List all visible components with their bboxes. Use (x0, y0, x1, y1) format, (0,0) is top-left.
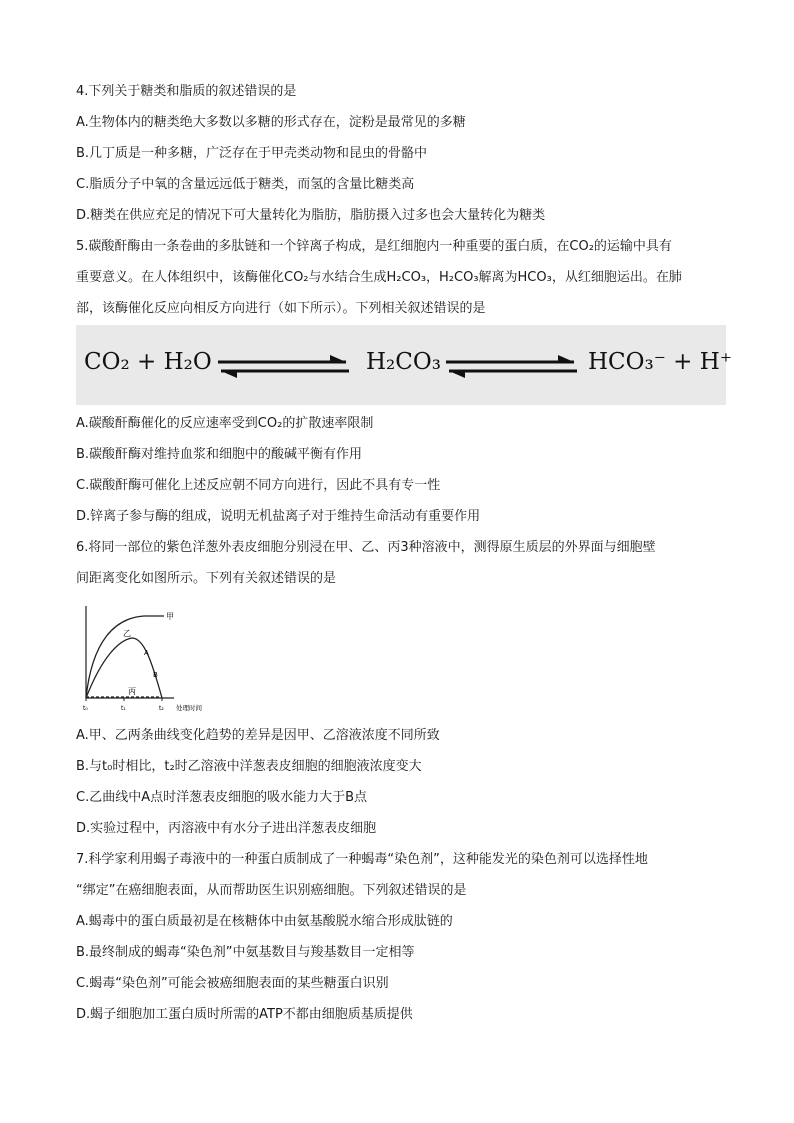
reversible-arrow-icon (444, 353, 579, 379)
tick-label-t2: t₂ (159, 705, 164, 712)
reversible-arrow-icon (216, 353, 351, 379)
q4-option-a: A.生物体内的糖类绝大多数以多糖的形式存在，淀粉是最常见的多糖 (76, 115, 466, 130)
q6-stem-line2: 间距离变化如图所示。下列有关叙述错误的是 (76, 571, 337, 586)
label-jia: 甲 (166, 612, 174, 621)
q4-option-b: B.几丁质是一种多糖，广泛存在于甲壳类动物和昆虫的骨骼中 (76, 146, 428, 161)
distance-chart (74, 602, 234, 722)
tick-label-t1: t₁ (121, 705, 126, 712)
equation-reactants: CO₂ + H₂O (84, 349, 212, 375)
q5-stem-line2: 重要意义。在人体组织中，该酶催化CO₂与水结合生成H₂CO₃，H₂CO₃解离为HCO₃，从红细胞运出。在肺 (76, 270, 682, 285)
q7-option-a: A.蝎毒中的蛋白质最初是在核糖体中由氨基酸脱水缩合形成肽链的 (76, 914, 453, 929)
q7-stem-line1: 7.科学家利用蝎子毒液中的一种蛋白质制成了一种蝎毒“染色剂”，这种能发光的染色剂可以选择性地 (76, 852, 648, 867)
q7-option-c: C.蝎毒“染色剂”可能会被癌细胞表面的某些糖蛋白识别 (76, 976, 389, 991)
label-yi: 乙 (123, 629, 131, 638)
q6-option-d: D.实验过程中，丙溶液中有水分子进出洋葱表皮细胞 (76, 821, 377, 836)
q5-option-b: B.碳酸酐酶对维持血浆和细胞中的酸碱平衡有作用 (76, 447, 363, 462)
q7-option-b: B.最终制成的蝎毒“染色剂”中氨基数目与羧基数目一定相等 (76, 945, 415, 960)
point-b-label: B (153, 671, 158, 679)
q5-stem-line1: 5.碳酸酐酶由一条卷曲的多肽链和一个锌离子构成，是红细胞内一种重要的蛋白质，在CO₂的运输中具有 (76, 239, 672, 254)
q7-stem-line2: “绑定”在癌细胞表面，从而帮助医生识别癌细胞。下列叙述错误的是 (76, 883, 467, 898)
q5-option-c: C.碳酸酐酶可催化上述反应朝不同方向进行，因此不具有专一性 (76, 478, 441, 493)
point-a-label: A (144, 649, 149, 657)
series-yi-line (86, 638, 162, 698)
q6-option-c: C.乙曲线中A点时洋葱表皮细胞的吸水能力大于B点 (76, 790, 368, 805)
equation-products: HCO₃⁻ + H⁺ (588, 349, 732, 375)
q6-option-b: B.与t₀时相比，t₂时乙溶液中洋葱表皮细胞的细胞液浓度变大 (76, 759, 422, 774)
q4-option-d: D.糖类在供应充足的情况下可大量转化为脂肪，脂肪摄入过多也会大量转化为糖类 (76, 208, 546, 223)
reaction-equation (76, 325, 732, 405)
q6-stem-line1: 6.将同一部位的紫色洋葱外表皮细胞分别浸在甲、乙、丙3种溶液中，测得原生质层的外界面与细胞壁 (76, 540, 656, 555)
q7-option-d: D.蝎子细胞加工蛋白质时所需的ATP不都由细胞质基质提供 (76, 1007, 413, 1022)
q4-option-c: C.脂质分子中氧的含量远远低于糖类，而氢的含量比糖类高 (76, 177, 415, 192)
q6-option-a: A.甲、乙两条曲线变化趋势的差异是因甲、乙溶液浓度不同所致 (76, 728, 440, 743)
q5-option-a: A.碳酸酐酶催化的反应速率受到CO₂的扩散速率限制 (76, 416, 374, 431)
x-axis-label: 处理时间 (176, 704, 202, 712)
q5-option-d: D.锌离子参与酶的组成，说明无机盐离子对于维持生命活动有重要作用 (76, 509, 481, 524)
q4-stem: 4.下列关于糖类和脂质的叙述错误的是 (76, 84, 297, 99)
q5-stem-line3: 部，该酶催化反应向相反方向进行（如下所示）。下列相关叙述错误的是 (76, 301, 486, 316)
label-bing: 丙 (128, 687, 136, 696)
equation-intermediate: H₂CO₃ (366, 349, 441, 375)
tick-label-t0: t₀ (83, 705, 88, 712)
